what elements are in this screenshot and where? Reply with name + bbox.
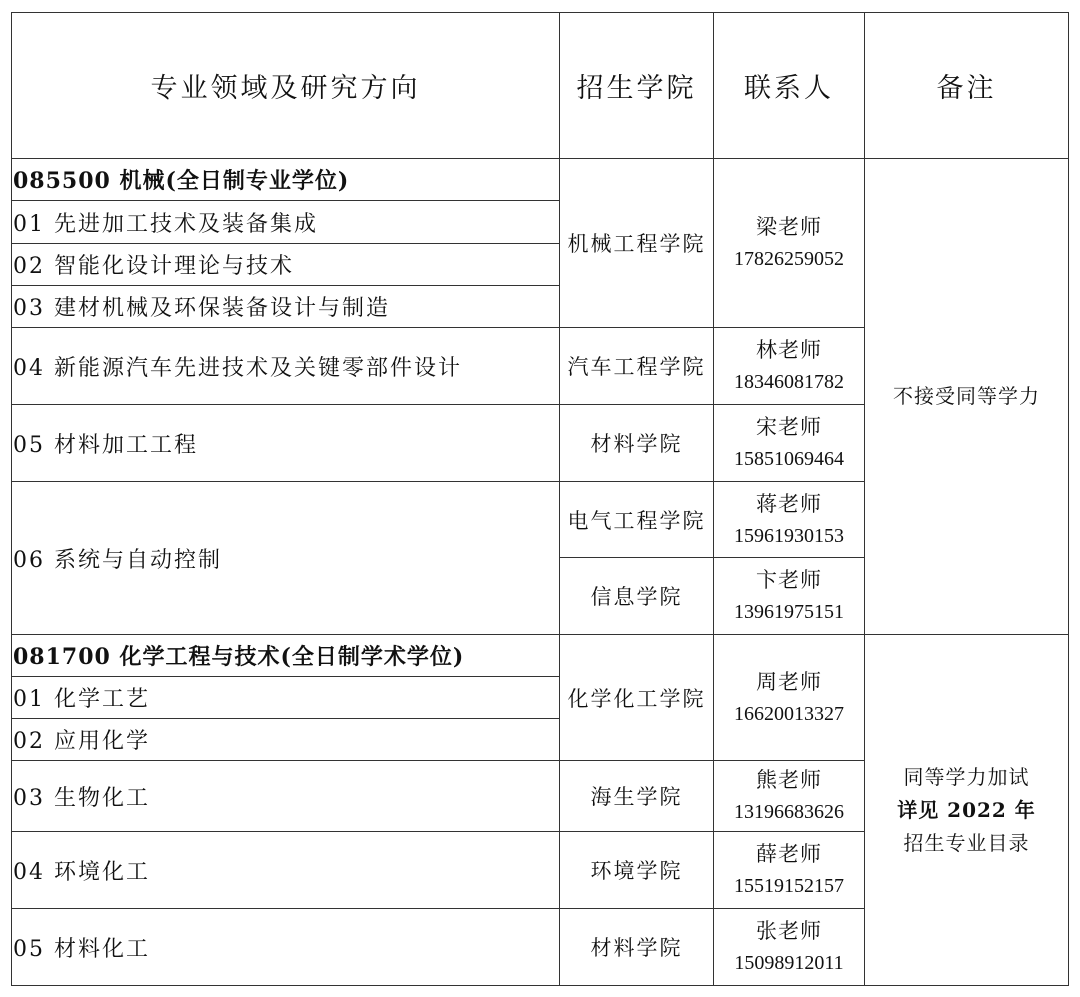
college-cell: 材料学院	[560, 909, 714, 986]
direction-cell: 01 先进加工技术及装备集成	[12, 201, 560, 244]
contact-phone: 17826259052	[734, 248, 844, 270]
contact-cell	[714, 558, 865, 635]
contact-name: 卞老师	[756, 568, 822, 592]
contact-cell	[714, 159, 865, 328]
contact-name: 张老师	[756, 919, 822, 943]
college-cell: 环境学院	[560, 832, 714, 909]
contact-name: 周老师	[756, 669, 822, 694]
contact-cell	[714, 909, 865, 986]
header-remark: 备注	[865, 13, 1069, 159]
contact-cell	[714, 761, 865, 832]
contact-phone: 16620013327	[734, 702, 844, 725]
contact-name: 梁老师	[756, 215, 822, 239]
direction-cell: 03 生物化工	[12, 761, 560, 832]
college-cell: 信息学院	[560, 558, 714, 635]
major-title: 085500 机械(全日制专业学位)	[12, 159, 560, 201]
direction-cell: 02 应用化学	[12, 719, 560, 761]
header-contact: 联系人	[714, 13, 865, 159]
contact-phone: 15519152157	[734, 875, 844, 897]
header-field: 专业领域及研究方向	[12, 13, 560, 159]
college-cell: 机械工程学院	[560, 159, 714, 328]
remark-line: 招生专业目录	[903, 830, 1030, 855]
contact-name: 蒋老师	[756, 491, 822, 516]
direction-cell: 03 建材机械及环保装备设计与制造	[12, 286, 560, 328]
table-row	[12, 159, 1069, 201]
college-cell: 材料学院	[560, 405, 714, 482]
contact-name: 林老师	[756, 338, 822, 362]
contact-cell	[714, 832, 865, 909]
enrollment-table	[11, 12, 1069, 986]
direction-cell: 01 化学工艺	[12, 677, 560, 719]
major-title: 081700 化学工程与技术(全日制学术学位)	[12, 635, 560, 677]
direction-cell: 04 环境化工	[12, 832, 560, 909]
direction-cell: 05 材料化工	[12, 909, 560, 986]
contact-phone: 15961930153	[734, 524, 844, 547]
contact-cell	[714, 635, 865, 761]
direction-cell: 04 新能源汽车先进技术及关键零部件设计	[12, 328, 560, 405]
college-cell: 海生学院	[560, 761, 714, 832]
contact-cell	[714, 482, 865, 558]
contact-phone: 15098912011	[734, 952, 844, 974]
contact-name: 熊老师	[756, 768, 822, 792]
college-cell: 电气工程学院	[560, 482, 714, 558]
direction-cell: 02 智能化设计理论与技术	[12, 244, 560, 286]
remark-cell: 不接受同等学力	[865, 159, 1069, 635]
remark-line: 详见 2022 年	[897, 797, 1036, 822]
contact-phone: 13961975151	[734, 601, 844, 623]
contact-name: 薛老师	[756, 842, 822, 866]
header-row	[12, 13, 1069, 159]
contact-phone: 13196683626	[734, 801, 844, 823]
contact-name: 宋老师	[756, 415, 822, 439]
direction-cell: 05 材料加工工程	[12, 405, 560, 482]
remark-cell	[865, 635, 1069, 986]
contact-cell	[714, 405, 865, 482]
remark-line: 同等学力加试	[903, 764, 1030, 789]
header-college: 招生学院	[560, 13, 714, 159]
contact-phone: 15851069464	[734, 448, 844, 470]
contact-cell	[714, 328, 865, 405]
college-cell: 汽车工程学院	[560, 328, 714, 405]
direction-cell: 06 系统与自动控制	[12, 482, 560, 635]
college-cell: 化学化工学院	[560, 635, 714, 761]
table-row	[12, 635, 1069, 677]
contact-phone: 18346081782	[734, 371, 844, 393]
